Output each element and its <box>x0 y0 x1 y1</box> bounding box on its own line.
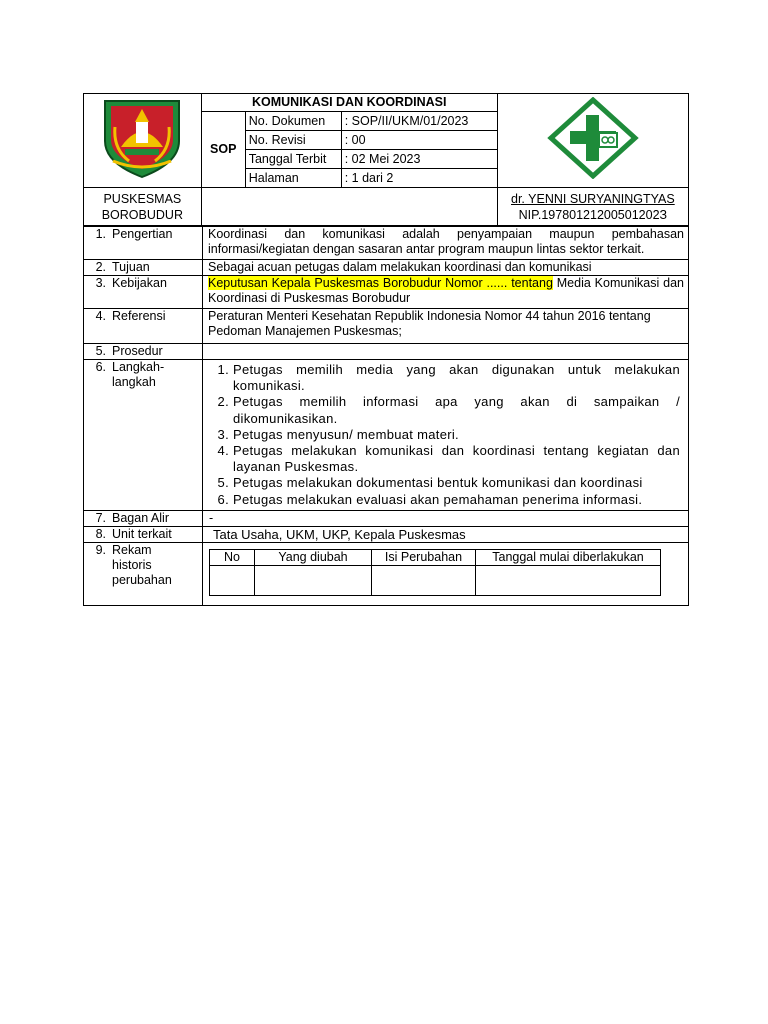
section-content: Koordinasi dan komunikasi adalah penyampaian maupun pembahasan informasi/kegiatan dengan sasaran antar program maupun lintas sektor terkait. <box>203 227 689 260</box>
step-number: 3. <box>217 426 229 442</box>
section-number: 6. <box>95 360 106 374</box>
section-number: 2. <box>95 260 106 274</box>
section-label: Langkah- <box>112 360 165 374</box>
meta-value: : 1 dari 2 <box>341 169 497 188</box>
meta-row <box>246 131 497 150</box>
sop-body-table <box>83 226 689 606</box>
section-content <box>203 276 689 309</box>
section-label-cell <box>84 276 203 309</box>
steps-cell <box>203 360 689 511</box>
step-text: Petugas melakukan dokumentasi bentuk komunikasi dan koordinasi <box>233 475 643 491</box>
section-number: 1. <box>95 227 106 241</box>
section-content: Sebagai acuan petugas dalam melakukan koordinasi dan komunikasi <box>203 260 689 276</box>
step-number: 6. <box>217 491 229 507</box>
section-label: Tujuan <box>112 260 150 274</box>
section-number: 9. <box>95 542 106 557</box>
section-row <box>84 526 689 542</box>
puskesmas-logo-cell <box>497 94 688 188</box>
meta-label: Tanggal Terbit <box>246 150 342 169</box>
section-row <box>84 227 689 260</box>
step-item <box>209 475 680 491</box>
section-number: 8. <box>95 526 106 541</box>
step-text: Petugas memilih informasi apa yang akan di sampaikan / dikomunikasikan. <box>233 394 680 426</box>
policy-text: Media Komunikasi dan Koordinasi di Puskesmas Borobudur <box>208 276 685 305</box>
section-row <box>84 260 689 276</box>
history-col-header: No <box>210 549 255 565</box>
history-header-row <box>210 549 661 565</box>
step-text: Petugas melakukan komunikasi dan koordinasi tentang kegiatan dan layanan Puskesmas. <box>233 443 680 475</box>
section-row <box>84 309 689 344</box>
history-cell-empty <box>476 565 661 595</box>
history-empty-row <box>210 565 661 595</box>
section-label: Unit terkait <box>112 526 172 541</box>
header-center-cell <box>201 94 497 188</box>
section-row <box>84 542 689 605</box>
section-row <box>84 510 689 526</box>
step-number: 5. <box>217 475 229 491</box>
regency-emblem-icon <box>99 97 185 179</box>
section-label: Referensi <box>112 309 166 323</box>
section-label-cont: historis <box>112 557 152 572</box>
meta-row <box>246 150 497 169</box>
section-label-cell <box>84 510 203 526</box>
signer-nip: NIP.19780121200501202З <box>518 207 668 222</box>
meta-label: Halaman <box>246 169 342 188</box>
history-col-header: Isi Perubahan <box>372 549 476 565</box>
step-item <box>209 443 680 475</box>
section-content <box>203 344 689 360</box>
step-text: Petugas melakukan evaluasi akan pemahaman penerima informasi. <box>233 491 643 507</box>
section-label-cell <box>84 526 203 542</box>
section-content: Tata Usaha, UKM, UKP, Kepala Puskesmas <box>203 526 689 542</box>
change-history-table <box>209 549 661 596</box>
section-number: 7. <box>95 510 106 525</box>
section-content: - <box>203 510 689 526</box>
section-content: Peraturan Menteri Kesehatan Republik Indonesia Nomor 44 tahun 2016 tentang Pedoman Manajemen Puskesmas; <box>203 309 689 344</box>
signer-name: dr. YENNI SURYANINGTYAS <box>511 191 675 206</box>
signer-cell <box>497 188 688 226</box>
step-item <box>209 427 680 443</box>
section-row <box>84 360 689 511</box>
step-item <box>209 492 680 508</box>
section-label-cont: perubahan <box>112 572 172 587</box>
document-title: KOMUNIKASI DAN KOORDINASI <box>202 94 497 112</box>
meta-value: : SOP/II/UKM/01/2023 <box>341 112 497 131</box>
history-cell-empty <box>210 565 255 595</box>
sop-label: SOP <box>202 112 246 187</box>
org-name-line2: BOROBUDUR <box>101 207 183 222</box>
meta-value: : 02 Mei 2023 <box>341 150 497 169</box>
section-label: Prosedur <box>112 344 163 358</box>
section-label-cell <box>84 344 203 360</box>
empty-header-cell <box>201 188 497 226</box>
step-number: 1. <box>217 362 229 377</box>
organization-cell <box>84 188 202 226</box>
section-label-cell <box>84 542 203 605</box>
step-text: Petugas memilih media yang akan digunakan untuk melakukan komunikasi. <box>233 362 680 394</box>
meta-row <box>246 112 497 131</box>
meta-label: No. Dokumen <box>246 112 342 131</box>
history-col-header: Yang diubah <box>255 549 372 565</box>
steps-list <box>209 362 680 508</box>
history-col-header: Tanggal mulai diberlakukan <box>476 549 661 565</box>
history-cell-empty <box>372 565 476 595</box>
history-cell-empty <box>255 565 372 595</box>
section-label-cell <box>84 360 203 511</box>
document-meta-table <box>246 112 497 187</box>
section-label: Rekam <box>112 542 152 557</box>
highlighted-text: Keputusan Kepala Puskesmas Borobudur Nomor ...... tentang <box>208 276 553 290</box>
section-label: Kebijakan <box>112 276 167 290</box>
section-row <box>84 344 689 360</box>
history-cell <box>203 542 689 605</box>
section-number: 3. <box>95 276 106 290</box>
section-number: 4. <box>95 309 106 323</box>
puskesmas-logo-icon <box>547 97 639 179</box>
step-text: Petugas menyusun/ membuat materi. <box>233 426 459 442</box>
step-item <box>209 362 680 394</box>
section-number: 5. <box>95 344 106 358</box>
step-item <box>209 394 680 426</box>
section-label-cell <box>84 260 203 276</box>
meta-row <box>246 169 497 188</box>
org-name-line1: PUSKESMAS <box>103 191 182 206</box>
sop-header-table <box>83 93 689 226</box>
section-label: Bagan Alir <box>112 510 169 525</box>
section-label-cell <box>84 227 203 260</box>
meta-label: No. Revisi <box>246 131 342 150</box>
section-label-cont: langkah <box>112 375 156 389</box>
step-number: 2. <box>217 394 229 410</box>
step-number: 4. <box>217 443 229 459</box>
regency-emblem-cell <box>84 94 202 188</box>
section-label: Pengertian <box>112 227 173 241</box>
section-row <box>84 276 689 309</box>
section-label-cell <box>84 309 203 344</box>
meta-value: : 00 <box>341 131 497 150</box>
